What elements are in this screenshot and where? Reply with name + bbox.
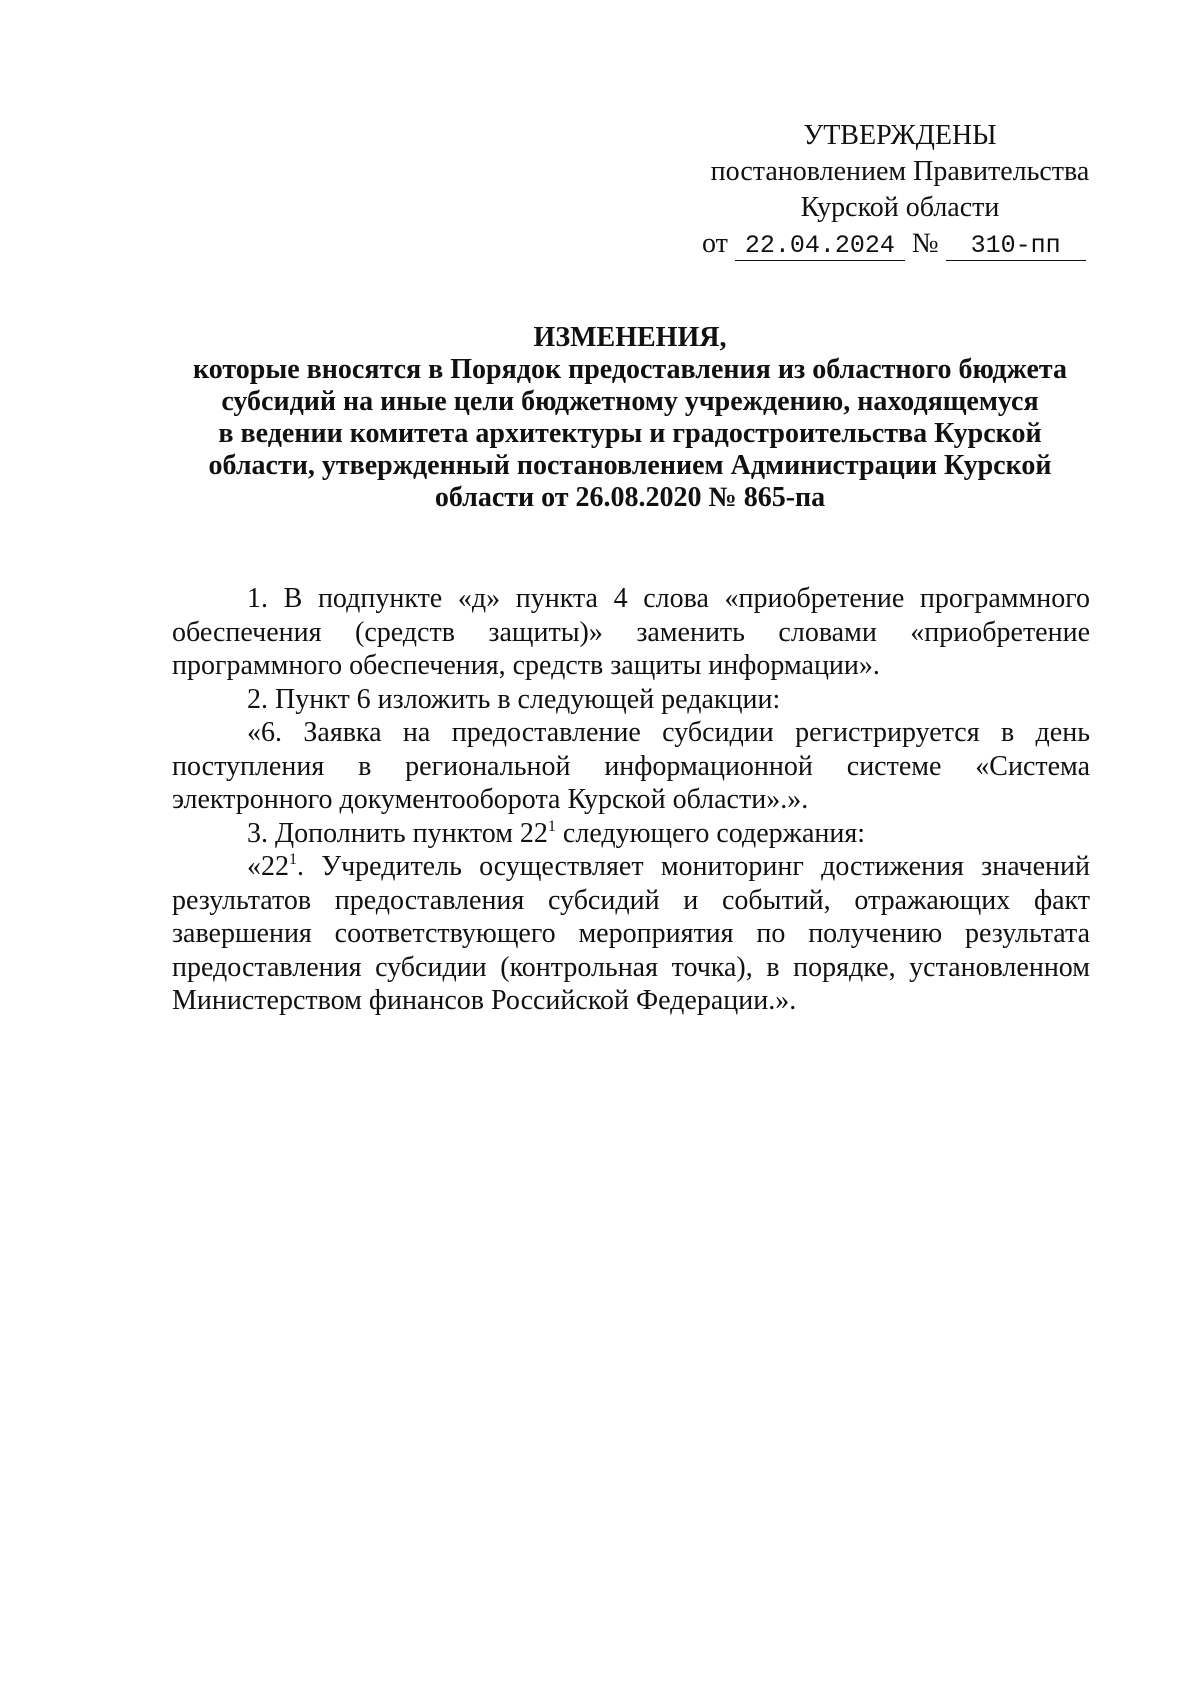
document-body (172, 582, 1090, 1018)
paragraph-4 (172, 817, 1090, 851)
title-main: ИЗМЕНЕНИЯ, (533, 322, 727, 353)
approval-by-line: постановлением Правительства (710, 156, 1090, 187)
title-line: в ведении комитета архитектуры и градостроительства Курской (218, 418, 1042, 449)
paragraph-4-text: 3. Дополнить пунктом 22 (247, 817, 548, 849)
paragraph-3: «6. Заявка на предоставление субсидии регистрируется в день поступления в региональной информационной системе «Система электронного документооборота Курской области».». (172, 717, 1090, 815)
paragraph-5-tail: . Учредитель осуществляет мониторинг достижения значений результатов предоставления субсидий и событий, отражающих факт завершения соответствующего мероприятия по получению результата предоставления субсидии (контрольная точка), в порядке, установленном Министерством финансов Российской Федерации.». (172, 851, 1090, 1016)
number-value: 310-пп (946, 232, 1086, 261)
title-line: субсидий на иные цели бюджетному учреждению, находящемуся (221, 386, 1039, 417)
approval-date-line (700, 226, 1100, 262)
date-value: 22.04.2024 (735, 232, 905, 261)
title-line: области от 26.08.2020 № 865-па (434, 482, 826, 513)
paragraph-2: 2. Пункт 6 изложить в следующей редакции: (247, 683, 781, 715)
title-line: которые вносятся в Порядок предоставления из областного бюджета (193, 354, 1067, 385)
approval-region-line: Курской области (800, 192, 1000, 223)
superscript: 1 (547, 817, 556, 835)
paragraph-5 (172, 850, 1090, 1018)
approval-stamp (700, 118, 1100, 262)
paragraph-4-tail: следующего содержания: (555, 817, 866, 849)
title-line: области, утвержденный постановлением Администрации Курской (208, 450, 1052, 481)
superscript: 1 (289, 851, 297, 868)
date-prefix: от (702, 228, 728, 259)
paragraph-1: 1. В подпункте «д» пункта 4 слова «приобретение программного обеспечения (средств защиты)» заменить словами «приобретение программного обеспечения, средств защиты информации». (172, 583, 1090, 681)
number-sign: № (911, 228, 939, 259)
paragraph-5-text: «22 (247, 851, 289, 882)
document-title (150, 322, 1110, 514)
approval-heading: УТВЕРЖДЕНЫ (803, 120, 997, 151)
